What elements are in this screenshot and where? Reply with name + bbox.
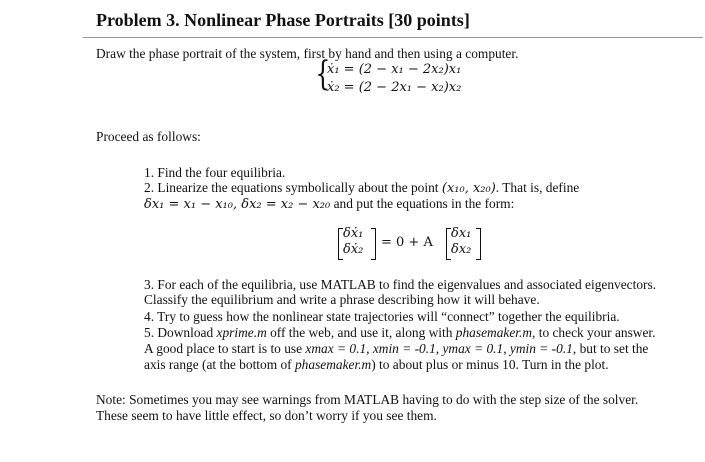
right-vector-bottom: δx₂ (451, 242, 472, 257)
step-2-text-b: . That is, define (495, 180, 580, 195)
axis-values: xmax = 0.1, xmin = -0.1, ymax = 0.1, ymin = -0.1 (305, 341, 573, 356)
note-line-2: These seem to have little effect, so don’t worry if you see them. (96, 408, 437, 423)
step-4: 4. Try to guess how the nonlinear state trajectories will “connect” together the equilibria. (144, 309, 620, 324)
step-2-line-1 (144, 180, 579, 197)
file-phasemaker-2: phasemaker.m (294, 357, 372, 372)
problem-title: Problem 3. Nonlinear Phase Portraits [30 points] (96, 10, 470, 30)
step-5-text-a: 5. Download (144, 325, 217, 340)
step-2-line-2 (144, 196, 514, 213)
right-vector-top: δx₁ (451, 226, 472, 241)
note-line-1: Note: Sometimes you may see warnings from MATLAB having to do with the step size of the solver. (96, 392, 639, 407)
step-5-text-d: A good place to start is to use (144, 341, 306, 356)
system-brace: { (315, 54, 331, 94)
equation-1: ẋ₁ = (2 − x₁ − 2x₂)x₁ (327, 62, 462, 77)
left-vector-bottom: δẋ₂ (343, 242, 364, 257)
intro-text: Draw the phase portrait of the system, first by hand and then using a computer. (96, 46, 519, 61)
step-1: 1. Find the four equilibria. (144, 165, 286, 180)
step-3-line-2: Classify the equilibrium and write a phrase describing how it will behave. (144, 292, 540, 307)
step-5-line-2 (144, 341, 648, 357)
left-vector-close-bracket (371, 228, 376, 260)
step-5-line-1 (144, 325, 655, 341)
step-2-text-c: and put the equations in the form: (330, 196, 515, 211)
right-vector-close-bracket (476, 228, 481, 260)
step-2-definitions: δx₁ = x₁ − x₁₀, δx₂ = x₂ − x₂₀ (144, 197, 331, 212)
step-5-line-3 (144, 357, 609, 373)
step-5-text-f: axis range (at the bottom of (144, 357, 295, 372)
step-5-text-e: , but to set the (572, 341, 649, 356)
step-5-text-g: ) to about plus or minus 10. Turn in the plot. (371, 357, 609, 372)
file-xprime: xprime.m (216, 325, 267, 340)
proceed-text: Proceed as follows: (96, 129, 201, 144)
matrix-middle: = 0 + A (381, 235, 433, 250)
step-2-point: (x₁₀, x₂₀) (441, 181, 496, 196)
left-vector-top: δẋ₁ (343, 226, 364, 241)
step-5-text-b: off the web, and use it, along with (266, 325, 456, 340)
equation-2: ẋ₂ = (2 − 2x₁ − x₂)x₂ (327, 80, 462, 95)
step-5-text-c: , to check your answer. (532, 325, 656, 340)
title-underline (83, 37, 703, 38)
step-3-line-1: 3. For each of the equilibria, use MATLAB to find the eigenvalues and associated eigenvectors. (144, 277, 657, 292)
step-2-text-a: 2. Linearize the equations symbolically about the point (144, 180, 439, 195)
file-phasemaker: phasemaker.m (455, 325, 533, 340)
